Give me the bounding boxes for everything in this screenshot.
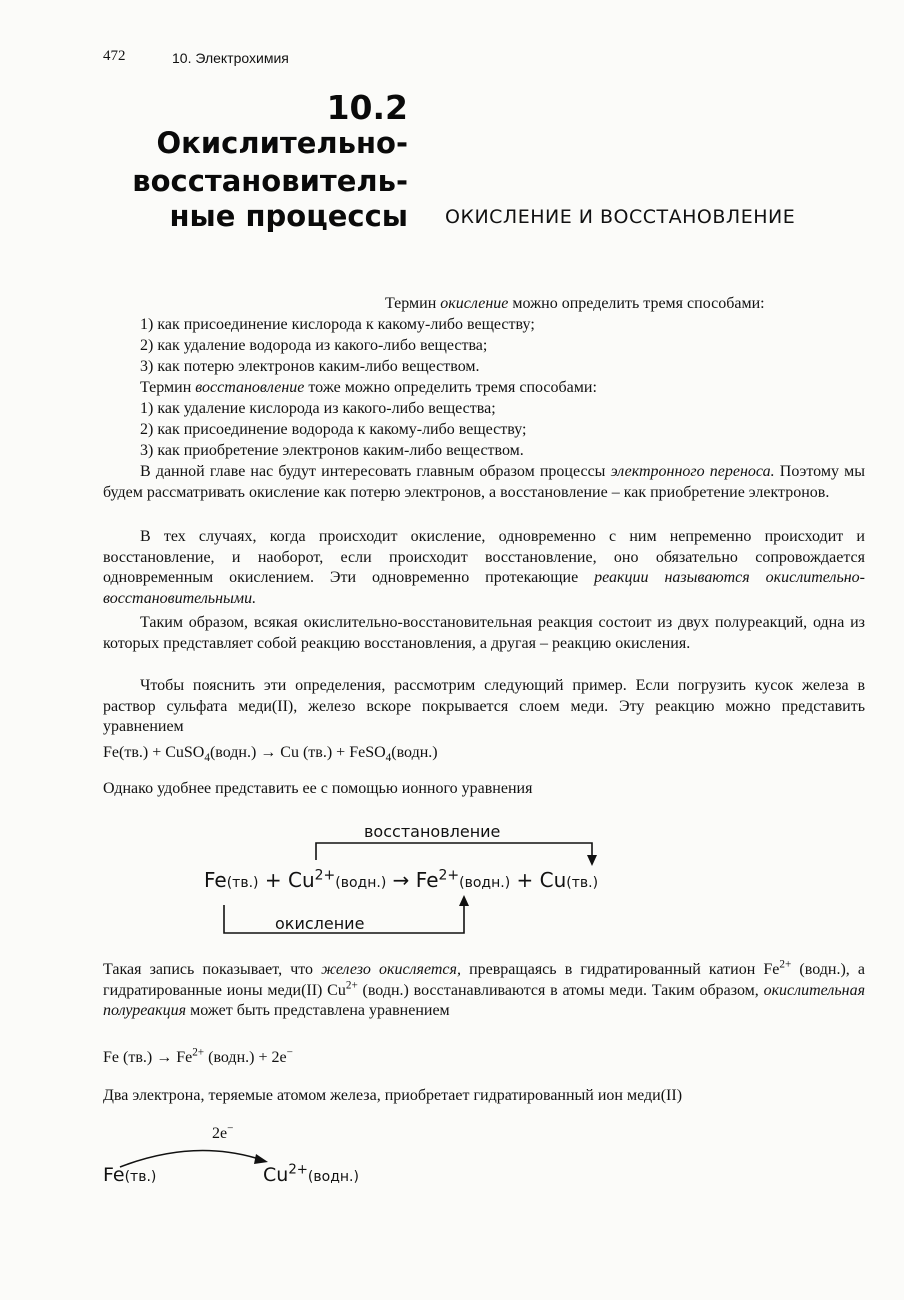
molecular-equation: Fe(тв.) + CuSO$_4$(водн.) → Cu (тв.) + FeSO$_4$(водн.) [103, 744, 438, 765]
ionic-equation: $Fe(тв.) + Cu^{2+}(водн.)$ → $Fe^{2+}(водн.) + Cu(тв.)$ [204, 867, 599, 892]
section-title-line3: ные процессы [169, 199, 408, 233]
oxidation-item-3: 3) как потерю электронов каким-либо веществом. [140, 358, 480, 375]
oxidation-item-2: 2) как удаление водорода из какого-либо вещества; [140, 337, 488, 354]
oxidation-intro: Термин окисление можно определить тремя способами: [385, 295, 765, 312]
transfer-acceptor: $Cu^{2+}(водн.)$ [263, 1162, 359, 1186]
paragraph-redox-definition: В тех случаях, когда происходит окисление, одновременно с ним непременно происходит и восстановление, и наоборот, если происходит восстановление, оно обязательно сопровождается одновременным окислением. Эти одновременно протекающие реакции называются окислительно-восстановительными. [103, 528, 865, 607]
reduction-item-3: 3) как приобретение электронов каким-либо веществом. [140, 442, 524, 459]
paragraph-half-reactions: Таким образом, всякая окислительно-восстановительная реакция состоит из двух полуреакций, одна из которых представляет собой реакцию восстановления, а другая – реакцию окисления. [103, 614, 865, 652]
reduction-item-1: 1) как удаление кислорода из какого-либо вещества; [140, 400, 496, 417]
reduction-intro: Термин восстановление тоже можно определить тремя способами: [140, 379, 597, 396]
section-subtitle: ОКИСЛЕНИЕ И ВОССТАНОВЛЕНИЕ [445, 206, 796, 228]
oxidation-item-1: 1) как присоединение кислорода к какому-либо веществу; [140, 316, 535, 333]
paragraph-electron-transfer: В данной главе нас будут интересовать главным образом процессы электронного переноса. Поэтому мы будем рассматривать окисление как потерю электронов, а восстановление – как приобретение электронов. [103, 463, 866, 501]
section-number: 10.2 [326, 88, 408, 127]
paragraph-interpretation: Такая запись показывает, что железо окисляется, превращаясь в гидратированный катион $Fe^{2+}$ (водн.), а гидратированные ионы меди(II) $Cu^{2+}$ (водн.) восстанавливаются в атомы меди. Таким образом, окислительная полуреакция может быть представлена уравнением [103, 958, 866, 1019]
transfer-label: 2e− [212, 1122, 234, 1142]
transfer-donor: Fe(тв.) [103, 1164, 157, 1186]
paragraph-electron-gain: Два электрона, теряемые атомом железа, приобретает гидратированный ион меди(II) [103, 1087, 683, 1104]
oxidation-half-equation: Fe $(тв.) \to Fe^{2+}$ (водн.) + 2e− [103, 1046, 293, 1066]
label-reduction: восстановление [364, 822, 501, 841]
paragraph-ionic-intro: Однако удобнее представить ее с помощью ионного уравнения [103, 780, 533, 797]
section-title-line1: Окислительно- [156, 126, 408, 160]
page-number: 472 [103, 48, 126, 64]
reduction-item-2: 2) как присоединение водорода к какому-либо веществу; [140, 421, 527, 438]
running-title: 10. Электрохимия [172, 50, 289, 66]
section-title-line2: восстановитель- [132, 164, 408, 198]
paragraph-example: Чтобы пояснить эти определения, рассмотрим следующий пример. Если погрузить кусок железа в раствор сульфата меди(II), железо вскоре покрывается слоем меди. Эту реакцию можно представить уравнением [103, 677, 865, 735]
label-oxidation: окисление [275, 914, 365, 933]
